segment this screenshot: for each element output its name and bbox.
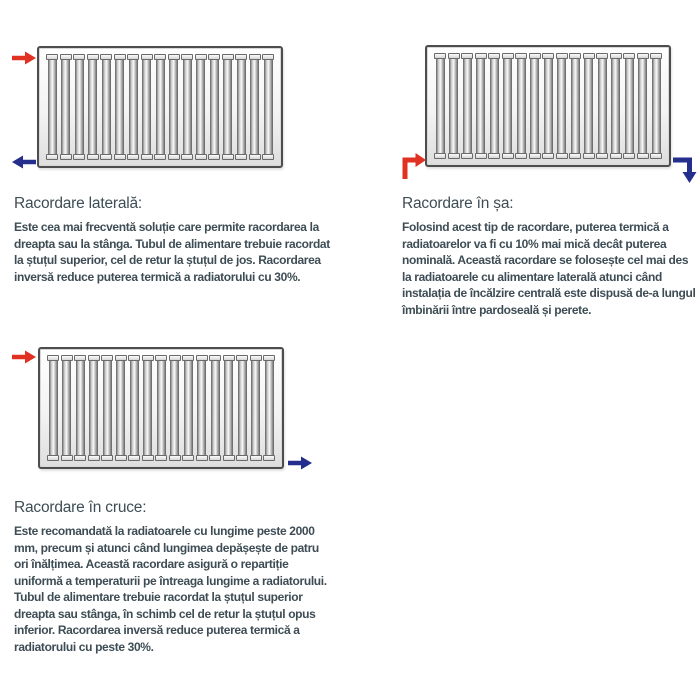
fin-bottom-cap: [650, 153, 662, 159]
radiator-fin: [623, 53, 635, 159]
radiator-fin: [141, 54, 153, 160]
fin-top-cap: [610, 53, 622, 59]
radiator-fin: [236, 355, 248, 461]
fin-top-cap: [47, 355, 59, 361]
section-title: Racordare în cruce:: [14, 499, 147, 516]
fin-top-cap: [262, 54, 274, 60]
fin-bottom-cap: [208, 154, 220, 160]
fin-bottom-cap: [236, 455, 248, 461]
radiator-fin: [168, 54, 180, 160]
radiator-fin: [60, 54, 72, 160]
fin-top-cap: [223, 355, 235, 361]
fin-top-cap: [650, 53, 662, 59]
radiator-fin: [448, 53, 460, 159]
fin-top-cap: [195, 54, 207, 60]
radiator-fin: [155, 355, 167, 461]
fin-top-cap: [263, 355, 275, 361]
radiator-fin: [128, 355, 140, 461]
radiator-fin: [235, 54, 247, 160]
fin-bottom-cap: [181, 154, 193, 160]
fin-bottom-cap: [262, 154, 274, 160]
fin-top-cap: [569, 53, 581, 59]
fin-stem: [503, 58, 512, 154]
fin-bottom-cap: [127, 154, 139, 160]
section-title: Racordare laterală:: [14, 195, 143, 212]
fin-bottom-cap: [88, 455, 100, 461]
fin-bottom-cap: [46, 154, 58, 160]
fin-stem: [157, 360, 166, 456]
fin-top-cap: [208, 54, 220, 60]
radiator-fin: [650, 53, 662, 159]
fin-bottom-cap: [249, 154, 261, 160]
radiator-fins: [47, 355, 275, 461]
fin-stem: [517, 58, 526, 154]
fin-bottom-cap: [87, 154, 99, 160]
radiator-fin: [529, 53, 541, 159]
fin-bottom-cap: [461, 153, 473, 159]
fin-bottom-cap: [596, 153, 608, 159]
radiator-fin: [196, 355, 208, 461]
fin-bottom-cap: [583, 153, 595, 159]
fin-stem: [48, 59, 57, 155]
fin-top-cap: [448, 53, 460, 59]
fin-stem: [76, 360, 85, 456]
fin-stem: [237, 59, 246, 155]
fin-top-cap: [637, 53, 649, 59]
fin-stem: [223, 59, 232, 155]
fin-stem: [197, 360, 206, 456]
fin-stem: [571, 58, 580, 154]
radiator-fin: [262, 54, 274, 160]
fin-stem: [544, 58, 553, 154]
fin-top-cap: [249, 54, 261, 60]
fin-stem: [238, 360, 247, 456]
fin-stem: [170, 360, 179, 456]
fin-bottom-cap: [223, 455, 235, 461]
fin-stem: [116, 360, 125, 456]
fin-top-cap: [475, 53, 487, 59]
radiator-fin: [127, 54, 139, 160]
fin-bottom-cap: [100, 154, 112, 160]
fin-bottom-cap: [128, 455, 140, 461]
radiator-fin: [250, 355, 262, 461]
fin-bottom-cap: [542, 153, 554, 159]
fin-bottom-cap: [115, 455, 127, 461]
supply-arrow-elbow-up-right-icon: [401, 151, 426, 179]
fin-top-cap: [114, 54, 126, 60]
fin-top-cap: [73, 54, 85, 60]
fin-stem: [598, 58, 607, 154]
fin-stem: [89, 360, 98, 456]
radiator-fin: [154, 54, 166, 160]
fin-top-cap: [87, 54, 99, 60]
fin-stem: [476, 58, 485, 154]
fin-bottom-cap: [569, 153, 581, 159]
fin-stem: [224, 360, 233, 456]
fin-top-cap: [583, 53, 595, 59]
fin-top-cap: [434, 53, 446, 59]
fin-top-cap: [100, 54, 112, 60]
radiator-fin: [101, 355, 113, 461]
fin-stem: [530, 58, 539, 154]
fin-top-cap: [222, 54, 234, 60]
section-body: Folosind acest tip de racordare, puterea termică a radiatoarelor va fi cu 10% mai mică decât puterea nominală. Această racordare se folosește cel mai des la radiatoarele cu alimentare laterală atunci când instalația de încălzire centrală este dispusă de-a lungul îmbinării între pardoseală și perete.: [402, 220, 696, 317]
radiator-fin: [222, 54, 234, 160]
radiator-fin: [434, 53, 446, 159]
radiator-fin: [142, 355, 154, 461]
fin-bottom-cap: [101, 455, 113, 461]
fin-top-cap: [181, 54, 193, 60]
fin-top-cap: [542, 53, 554, 59]
fin-stem: [49, 360, 58, 456]
radiator-fin: [515, 53, 527, 159]
fin-top-cap: [127, 54, 139, 60]
radiator-fin: [637, 53, 649, 159]
fin-bottom-cap: [515, 153, 527, 159]
section-body: Este recomandată la radiatoarele cu lungime peste 2000 mm, precum și atunci când lungimea depășește de patru ori înălțimea. Această racordare asigură o repartiție uniformă a temperaturii pe întreaga lungime a radiatorului. Tubul de alimentare trebuie racordat la ștuțul superior dreapta sau stânga, în schimb cel de retur la ștuțul opus inferior. Racordarea inversă reduce puterea termică a radiatorului cu peste 30%.: [14, 524, 327, 654]
fin-stem: [652, 58, 661, 154]
fin-top-cap: [155, 355, 167, 361]
return-arrow-right-icon: [288, 456, 312, 470]
radiator-fin: [100, 54, 112, 160]
fin-top-cap: [61, 355, 73, 361]
fin-stem: [184, 360, 193, 456]
supply-arrow-right-icon: [12, 51, 36, 65]
fin-bottom-cap: [154, 154, 166, 160]
fin-bottom-cap: [235, 154, 247, 160]
fin-top-cap: [154, 54, 166, 60]
fin-stem: [196, 59, 205, 155]
radiator-fin: [461, 53, 473, 159]
fin-bottom-cap: [168, 154, 180, 160]
fin-stem: [129, 59, 138, 155]
fin-stem: [490, 58, 499, 154]
fin-bottom-cap: [47, 455, 59, 461]
radiator-fin: [249, 54, 261, 160]
radiator-fin: [181, 54, 193, 160]
radiator-fin: [169, 355, 181, 461]
fin-stem: [584, 58, 593, 154]
fin-stem: [611, 58, 620, 154]
fin-stem: [625, 58, 634, 154]
fin-top-cap: [596, 53, 608, 59]
radiator-fin: [195, 54, 207, 160]
fin-stem: [449, 58, 458, 154]
fin-stem: [103, 360, 112, 456]
fin-stem: [61, 59, 70, 155]
radiator-fin: [556, 53, 568, 159]
radiator-illustration: [38, 347, 284, 469]
fin-top-cap: [196, 355, 208, 361]
fin-stem: [75, 59, 84, 155]
fin-stem: [183, 59, 192, 155]
radiator-fin: [596, 53, 608, 159]
radiator-fin: [502, 53, 514, 159]
fin-bottom-cap: [222, 154, 234, 160]
fin-bottom-cap: [556, 153, 568, 159]
fin-stem: [142, 59, 151, 155]
fin-top-cap: [556, 53, 568, 59]
fin-top-cap: [46, 54, 58, 60]
radiator-illustration: [37, 46, 283, 168]
radiator-fin: [263, 355, 275, 461]
radiator-fin: [114, 54, 126, 160]
fin-bottom-cap: [169, 455, 181, 461]
fin-stem: [88, 59, 97, 155]
fin-stem: [169, 59, 178, 155]
fin-top-cap: [60, 54, 72, 60]
fin-stem: [463, 58, 472, 154]
fin-top-cap: [141, 54, 153, 60]
radiator-fin: [46, 54, 58, 160]
fin-top-cap: [250, 355, 262, 361]
fin-top-cap: [182, 355, 194, 361]
fin-top-cap: [168, 54, 180, 60]
fin-top-cap: [142, 355, 154, 361]
fin-stem: [557, 58, 566, 154]
fin-stem: [210, 59, 219, 155]
radiator-fin: [73, 54, 85, 160]
fin-bottom-cap: [448, 153, 460, 159]
radiator-fin: [223, 355, 235, 461]
fin-bottom-cap: [488, 153, 500, 159]
fin-bottom-cap: [209, 455, 221, 461]
fin-top-cap: [115, 355, 127, 361]
fin-top-cap: [169, 355, 181, 361]
radiator-fin: [87, 54, 99, 160]
fin-stem: [156, 59, 165, 155]
fin-stem: [102, 59, 111, 155]
fin-bottom-cap: [637, 153, 649, 159]
fin-bottom-cap: [623, 153, 635, 159]
fin-bottom-cap: [434, 153, 446, 159]
fin-bottom-cap: [61, 455, 73, 461]
fin-top-cap: [515, 53, 527, 59]
fin-bottom-cap: [114, 154, 126, 160]
fin-bottom-cap: [475, 153, 487, 159]
fin-top-cap: [74, 355, 86, 361]
fin-stem: [250, 59, 259, 155]
radiator-illustration: [425, 45, 671, 167]
fin-bottom-cap: [502, 153, 514, 159]
fin-top-cap: [88, 355, 100, 361]
radiator-fins: [46, 54, 274, 160]
fin-stem: [264, 59, 273, 155]
fin-stem: [251, 360, 260, 456]
radiator-fin: [610, 53, 622, 159]
fin-stem: [130, 360, 139, 456]
radiator-fin: [583, 53, 595, 159]
fin-bottom-cap: [196, 455, 208, 461]
fin-top-cap: [488, 53, 500, 59]
return-arrow-elbow-right-down-icon: [673, 156, 698, 184]
radiator-fin: [61, 355, 73, 461]
fin-stem: [62, 360, 71, 456]
fin-bottom-cap: [142, 455, 154, 461]
radiator-fin: [74, 355, 86, 461]
fin-top-cap: [128, 355, 140, 361]
fin-bottom-cap: [263, 455, 275, 461]
radiator-fin: [488, 53, 500, 159]
radiator-fin: [569, 53, 581, 159]
fin-top-cap: [209, 355, 221, 361]
section-title: Racordare în șa:: [402, 195, 514, 212]
fin-stem: [211, 360, 220, 456]
fin-top-cap: [101, 355, 113, 361]
radiator-fin: [182, 355, 194, 461]
fin-stem: [143, 360, 152, 456]
fin-top-cap: [529, 53, 541, 59]
fin-bottom-cap: [610, 153, 622, 159]
fin-top-cap: [502, 53, 514, 59]
radiator-fin: [47, 355, 59, 461]
radiator-fin: [88, 355, 100, 461]
fin-stem: [265, 360, 274, 456]
fin-stem: [115, 59, 124, 155]
fin-bottom-cap: [195, 154, 207, 160]
fin-bottom-cap: [141, 154, 153, 160]
radiator-fin: [542, 53, 554, 159]
return-arrow-left-icon: [12, 155, 36, 169]
radiator-fin: [475, 53, 487, 159]
fin-top-cap: [461, 53, 473, 59]
fin-bottom-cap: [529, 153, 541, 159]
section-body: Este cea mai frecventă soluție care permite racordarea la dreapta sau la stânga. Tubul de alimentare trebuie racordat la ștuțul superior, cel de retur la ștuțul de jos. Racordarea inversă reduce puterea termică a radiatorului cu 30%.: [14, 220, 330, 284]
fin-top-cap: [235, 54, 247, 60]
fin-bottom-cap: [60, 154, 72, 160]
fin-top-cap: [236, 355, 248, 361]
fin-bottom-cap: [73, 154, 85, 160]
radiator-fin: [208, 54, 220, 160]
fin-stem: [436, 58, 445, 154]
fin-bottom-cap: [155, 455, 167, 461]
fin-bottom-cap: [250, 455, 262, 461]
supply-arrow-right-icon: [12, 350, 36, 364]
fin-bottom-cap: [182, 455, 194, 461]
fin-stem: [638, 58, 647, 154]
radiator-fin: [115, 355, 127, 461]
fin-bottom-cap: [74, 455, 86, 461]
radiator-fins: [434, 53, 662, 159]
fin-top-cap: [623, 53, 635, 59]
radiator-fin: [209, 355, 221, 461]
